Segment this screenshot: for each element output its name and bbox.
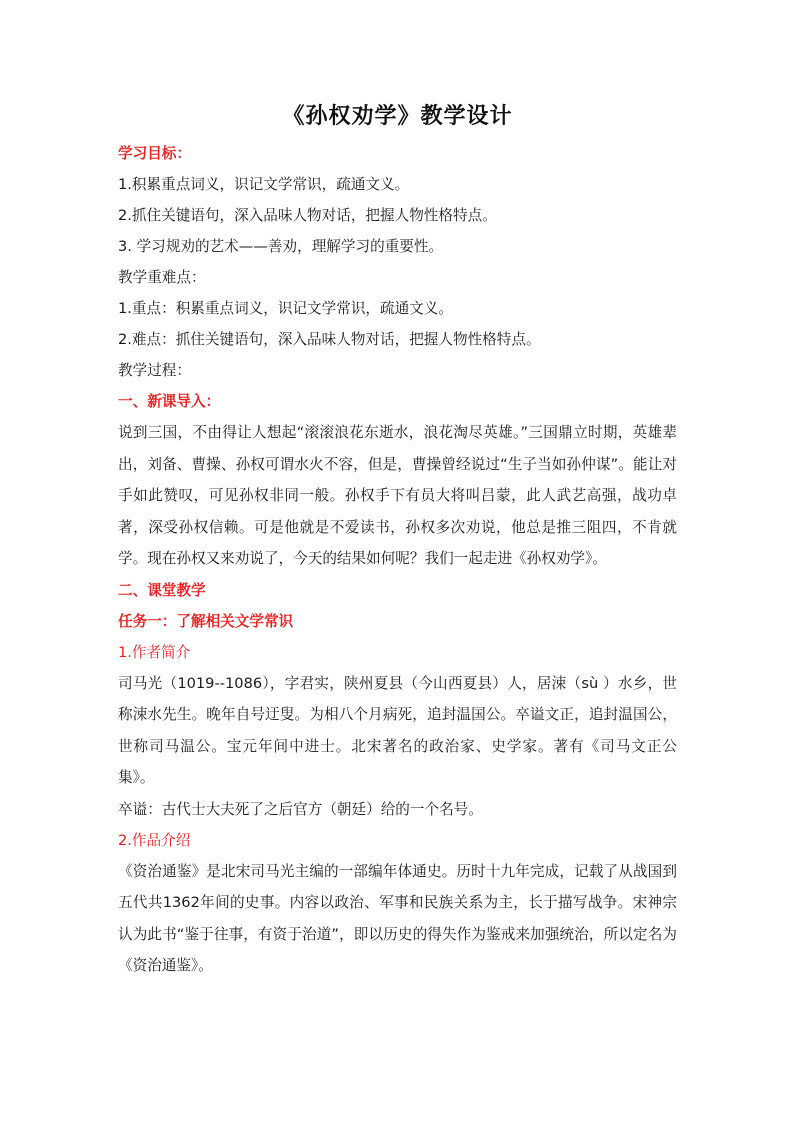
key-points-heading: 教学重难点：	[118, 269, 206, 286]
objective-item: 2.抓住关键语句，深入品味人物对话，把握人物性格特点。	[118, 207, 497, 224]
work-paragraph: 《资治通鉴》是北宋司马光主编的一部编年体通史。历时十九年完成，记载了从战国到五代共1362年间的史事。内容以政治、军事和民族关系为主，长于描写战争。宋神宗认为此书“鉴于往事，有资于治道”，即以历史的得失作为鉴戒来加强统治，所以定名为《资治通鉴》。	[118, 862, 677, 974]
key-point-item: 2.难点：抓住关键语句，深入品味人物对话，把握人物性格特点。	[118, 331, 541, 348]
work-heading: 2.作品介绍	[118, 831, 191, 849]
process-heading: 教学过程：	[118, 362, 191, 379]
key-point-item: 1.重点：积累重点词义，识记文学常识，疏通文义。	[118, 300, 453, 317]
objective-item: 1.积累重点词义，识记文学常识，疏通文义。	[118, 176, 410, 193]
author-paragraph: 司马光（1019--1086），字君实，陕州夏县（今山西夏县）人，居涑（sù ）水乡，世称涑水先生。晚年自号迂叟。为相八个月病死，追封温国公。卒谥文正，追封温国公，世称司马温公。宝元年间中进士。北宋著名的政治家、史学家。著有《司马文正公集》。	[118, 674, 677, 786]
objective-item: 3. 学习规劝的艺术——善劝，理解学习的重要性。	[118, 238, 444, 255]
intro-paragraph: 说到三国，不由得让人想起“滚滚浪花东逝水，浪花淘尽英雄。”三国鼎立时期，英雄辈出，刘备、曹操、孙权可谓水火不容，但是，曹操曾经说过“生子当如孙仲谋”。能让对手如此赞叹，可见孙权非同一般。孙权手下有员大将叫吕蒙，此人武艺高强，战功卓著，深受孙权信赖。可是他就是不爱读书，孙权多次劝说，他总是推三阻四，不肯就学。现在孙权又来劝说了，今天的结果如何呢？我们一起走进《孙权劝学》。	[118, 424, 677, 567]
section1-heading: 一、新课导入：	[118, 393, 221, 410]
task1-heading: 任务一：了解相关文学常识	[118, 612, 294, 630]
author-note: 卒谥：古代士大夫死了之后官方（朝廷）给的一个名号。	[118, 800, 483, 818]
objectives-heading: 学习目标：	[118, 145, 191, 162]
section2-heading: 二、课堂教学	[118, 581, 206, 599]
author-heading: 1.作者简介	[118, 643, 191, 661]
document-title: 《孙权劝学》教学设计	[282, 104, 513, 129]
